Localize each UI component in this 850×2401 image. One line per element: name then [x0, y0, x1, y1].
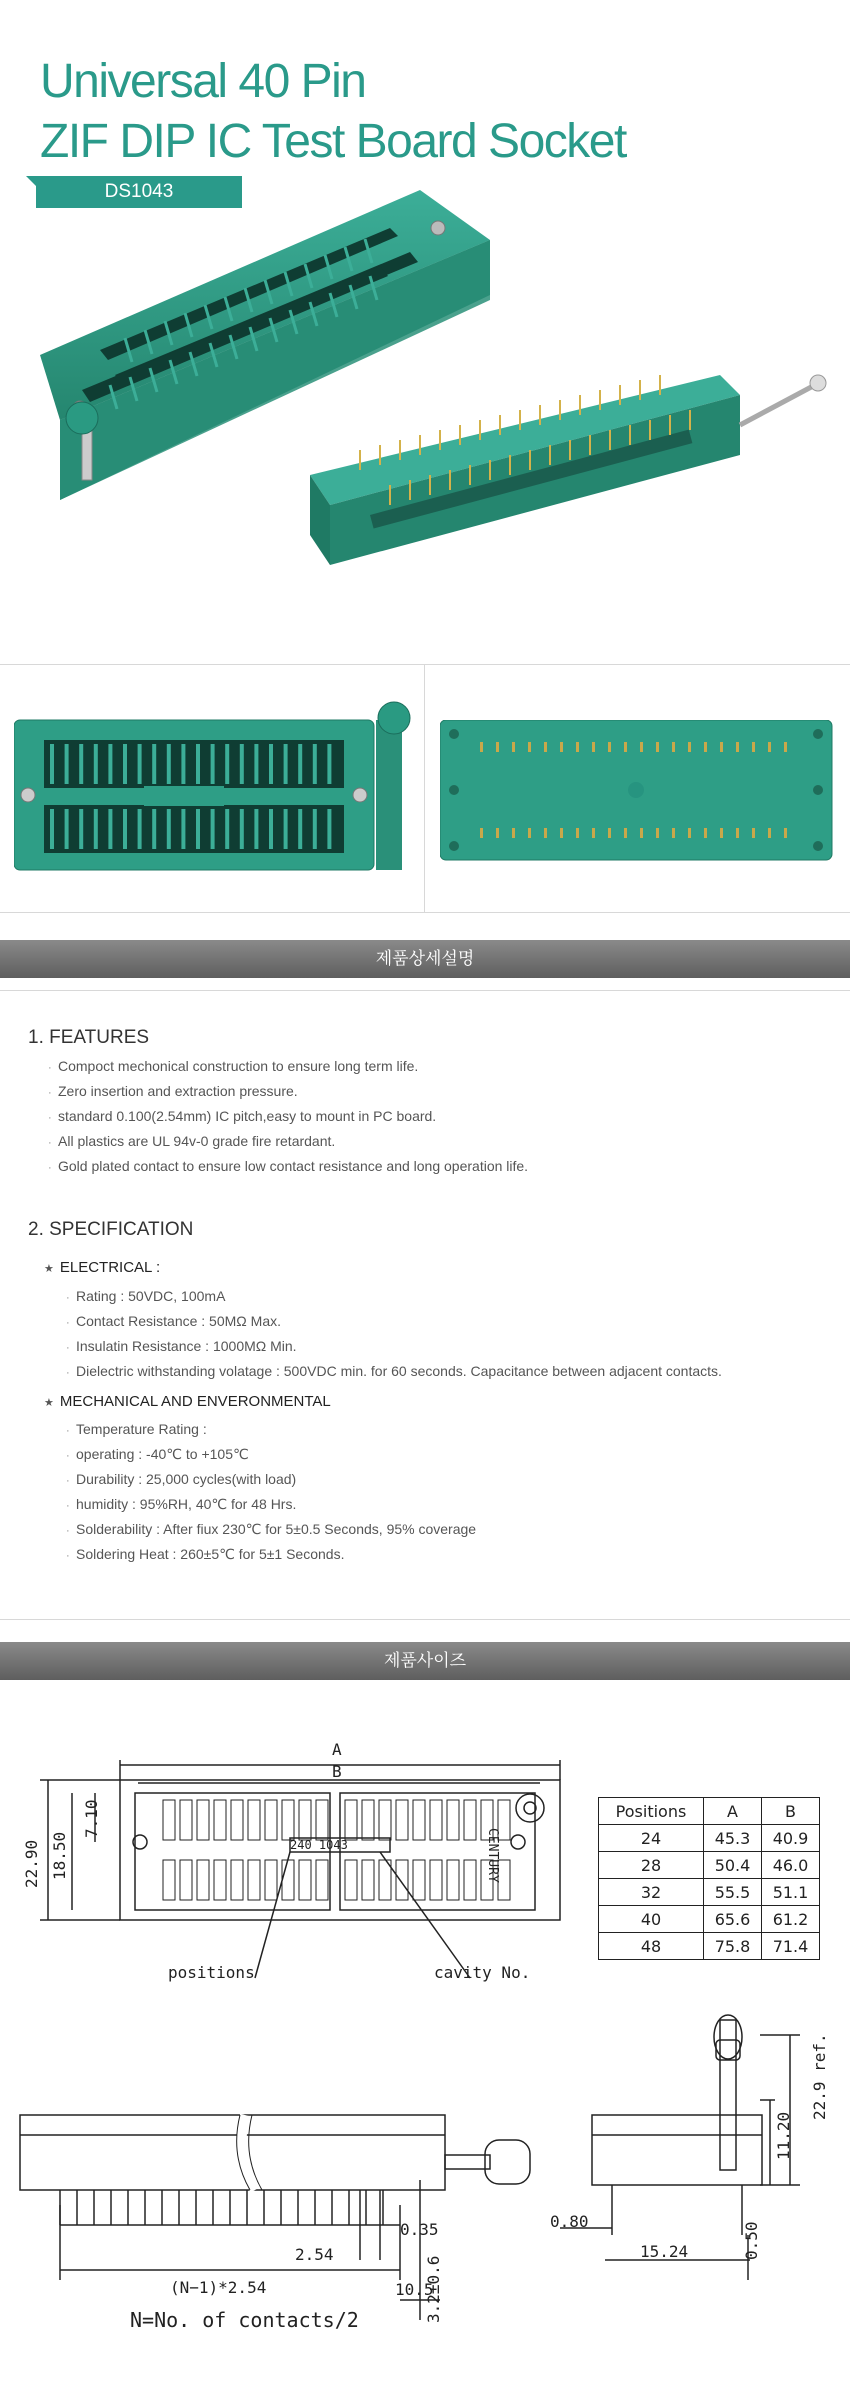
mechanical-item: [66, 1442, 476, 1467]
electrical-title-text: ELECTRICAL :: [59, 1259, 161, 1276]
features-list: [48, 1054, 528, 1179]
feature-item-text: All plastics are UL 94v-0 grade fire retardant.: [58, 1133, 336, 1149]
dim-229: 22.9 ref.: [810, 2033, 829, 2120]
contacts-note: N=No. of contacts/2: [130, 2308, 359, 2332]
table-cell: 45.3: [704, 1825, 762, 1852]
star-icon: ★: [44, 1263, 54, 1275]
dim-035: 0.35: [400, 2220, 439, 2239]
section-bar-size: 제품사이즈: [0, 1642, 850, 1680]
feature-item-text: standard 0.100(2.54mm) IC pitch,easy to mount in PC board.: [58, 1108, 437, 1124]
mechanical-item-text: Solderability : After fiux 230℃ for 5±0.5 Seconds, 95% coverage: [76, 1521, 477, 1537]
dim-label-b: B: [332, 1762, 342, 1781]
mechanical-title: [44, 1393, 331, 1410]
feature-item-text: Zero insertion and extraction pressure.: [58, 1083, 298, 1099]
mechanical-item-text: humidity : 95%RH, 40℃ for 48 Hrs.: [76, 1496, 297, 1512]
bullet-icon: ·: [48, 1087, 52, 1099]
title-line-1: Universal 40 Pin: [40, 55, 366, 108]
electrical-title: [44, 1259, 160, 1276]
mechanical-item: [66, 1517, 476, 1542]
feature-item-text: Gold plated contact to ensure low contact resistance and long operation life.: [58, 1158, 529, 1174]
table-cell: 24: [599, 1825, 704, 1852]
feature-item: [48, 1154, 528, 1179]
section-bar-detail: 제품상세설명: [0, 940, 850, 978]
table-cell: 65.6: [704, 1906, 762, 1933]
dim-1120: 11.20: [774, 2111, 793, 2160]
bullet-icon: ·: [66, 1317, 70, 1329]
photo-row: [0, 665, 850, 913]
table-row: [599, 1933, 820, 1960]
features-heading: 1. FEATURES: [28, 1027, 150, 1048]
table-row: [599, 1852, 820, 1879]
table-header: A: [704, 1798, 762, 1825]
dim-3206: 3.2±0.6: [424, 2255, 443, 2323]
bullet-icon: ·: [48, 1137, 52, 1149]
model-badge: DS1043: [36, 176, 242, 208]
table-cell: 48: [599, 1933, 704, 1960]
electrical-item: [66, 1309, 722, 1334]
dim-254: 2.54: [295, 2245, 334, 2264]
product-title: [40, 52, 626, 172]
cavity-label: cavity No.: [434, 1963, 531, 1982]
table-cell: 71.4: [762, 1933, 820, 1960]
mechanical-item: [66, 1542, 476, 1567]
electrical-item-text: Dielectric withstanding volatage : 500VDC min. for 60 seconds. Capacitance between adjacent contacts.: [76, 1363, 722, 1379]
table-cell: 51.1: [762, 1879, 820, 1906]
mechanical-item-text: Soldering Heat : 260±5℃ for 5±1 Seconds.: [76, 1546, 345, 1562]
electrical-item-text: Contact Resistance : 50MΩ Max.: [76, 1313, 281, 1329]
mechanical-list: [66, 1417, 476, 1567]
table-row: [599, 1906, 820, 1933]
table-cell: 50.4: [704, 1852, 762, 1879]
table-cell: 61.2: [762, 1906, 820, 1933]
dim-710: 7.10: [82, 1799, 101, 1838]
feature-item: [48, 1079, 528, 1104]
dim-080: 0.80: [550, 2212, 589, 2231]
bullet-icon: ·: [66, 1500, 70, 1512]
table-row: [599, 1825, 820, 1852]
socket-top-view-photo: [14, 700, 414, 880]
star-icon: ★: [44, 1397, 54, 1409]
hero-section: [0, 0, 850, 665]
bullet-icon: ·: [66, 1342, 70, 1354]
bullet-icon: ·: [66, 1550, 70, 1562]
electrical-item: [66, 1334, 722, 1359]
brand-mark: CENTURY: [485, 1828, 500, 1883]
electrical-list: [66, 1284, 722, 1384]
dim-105: 10.5: [395, 2280, 434, 2299]
size-drawing-panel: [0, 1680, 850, 2401]
dim-050: 0.50: [742, 2221, 761, 2260]
table-cell: 46.0: [762, 1852, 820, 1879]
mechanical-item-text: Durability : 25,000 cycles(with load): [76, 1471, 297, 1487]
dim-label-a: A: [332, 1740, 342, 1759]
description-panel: [0, 990, 850, 1620]
feature-item: [48, 1054, 528, 1079]
dim-2290: 22.90: [22, 1839, 41, 1888]
photo-divider: [424, 665, 425, 913]
mechanical-item-text: Temperature Rating :: [76, 1421, 207, 1437]
specification-heading: 2. SPECIFICATION: [28, 1219, 194, 1240]
bullet-icon: ·: [48, 1162, 52, 1174]
table-cell: 75.8: [704, 1933, 762, 1960]
electrical-item: [66, 1284, 722, 1309]
mechanical-item: [66, 1467, 476, 1492]
table-row: [599, 1879, 820, 1906]
electrical-item: [66, 1359, 722, 1384]
socket-photo-pins: [300, 365, 840, 645]
socket-bottom-view-photo: [440, 720, 840, 870]
chip-label: 240 1043: [290, 1838, 348, 1852]
bullet-icon: ·: [48, 1112, 52, 1124]
bullet-icon: ·: [66, 1425, 70, 1437]
electrical-item-text: Rating : 50VDC, 100mA: [76, 1288, 226, 1304]
table-cell: 28: [599, 1852, 704, 1879]
dim-1524: 15.24: [640, 2242, 689, 2261]
pitch-formula: (N−1)*2.54: [170, 2278, 267, 2297]
feature-item-text: Compoct mechonical construction to ensure long term life.: [58, 1058, 419, 1074]
bullet-icon: ·: [66, 1292, 70, 1304]
feature-item: [48, 1104, 528, 1129]
dimension-table: [598, 1797, 820, 1960]
dim-1850: 18.50: [50, 1831, 69, 1880]
mechanical-item: [66, 1492, 476, 1517]
bullet-icon: ·: [66, 1525, 70, 1537]
bullet-icon: ·: [66, 1450, 70, 1462]
positions-label: positions: [168, 1963, 255, 1982]
table-cell: 40.9: [762, 1825, 820, 1852]
bullet-icon: ·: [66, 1367, 70, 1379]
table-cell: 32: [599, 1879, 704, 1906]
mechanical-item-text: operating : -40℃ to +105℃: [76, 1446, 249, 1462]
mechanical-title-text: MECHANICAL AND ENVERONMENTAL: [59, 1393, 331, 1410]
table-cell: 40: [599, 1906, 704, 1933]
bullet-icon: ·: [48, 1062, 52, 1074]
bullet-icon: ·: [66, 1475, 70, 1487]
table-header: Positions: [599, 1798, 704, 1825]
mechanical-item: [66, 1417, 476, 1442]
table-cell: 55.5: [704, 1879, 762, 1906]
feature-item: [48, 1129, 528, 1154]
title-line-2: ZIF DIP IC Test Board Socket: [40, 115, 626, 168]
table-header: B: [762, 1798, 820, 1825]
electrical-item-text: Insulatin Resistance : 1000MΩ Min.: [76, 1338, 297, 1354]
